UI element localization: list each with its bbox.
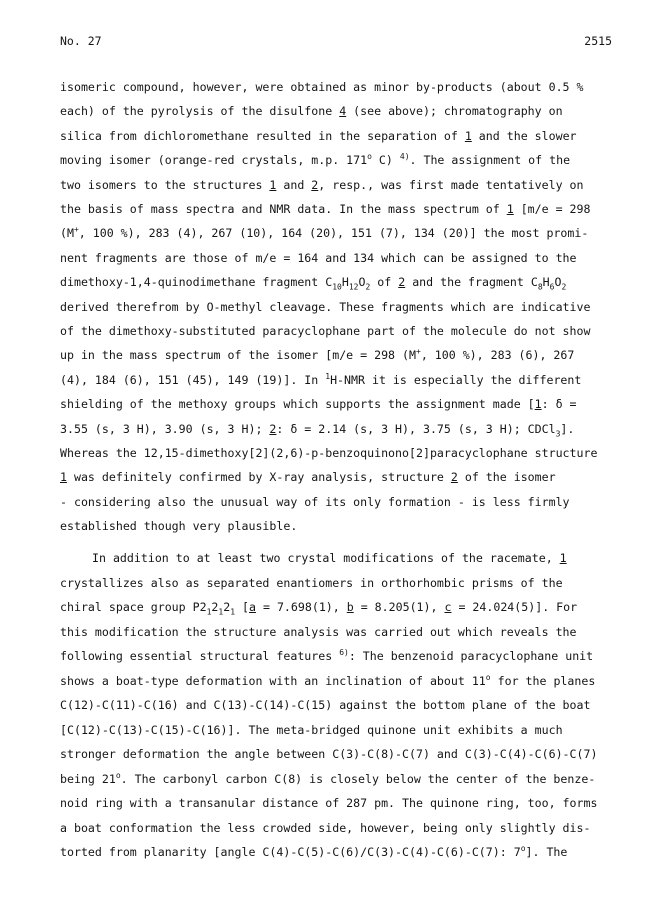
text-line: chiral space group $P2_12_12_1$ [a = 7.698(1), b = 8.205(1), c = 24.024(5)]. For [60,600,578,617]
text-line: each) of the pyrolysis of the disulfone 4 (see above); chromatography on [60,104,563,119]
text-line: 3.55 (s, 3 H), 3.90 (s, 3 H); 2: δ = 2.14 (s, 3 H), 3.75 (s, 3 H); CDCl$_3$]. [60,421,575,438]
text-line: C(12)-C(11)-C(16) and C(13)-C(14)-C(15) against the bottom plane of the boat [60,698,591,712]
text-line: following essential structural features $^{6)}$: The benzenoid paracyclophane unit [60,649,594,663]
text-line: [C(12)-C(13)-C(15)-C(16)]. The meta-bridged quinone unit exhibits a much [60,722,563,737]
text-line: shielding of the methoxy groups which supports the assignment made [1: δ = [60,397,577,412]
text-line: In addition to at least two crystal modifications of the racemate, 1 [92,551,567,565]
text-line: - considering also the unusual way of its only formation - is less firmly [60,494,570,509]
text-line: Whereas the 12,15-dimethoxy[2](2,6)-p-benzoquinono[2]paracyclophane structure [60,446,598,460]
text-line: 1 was definitely confirmed by X-ray analysis, structure 2 of the isomer [60,470,556,485]
text-line: established though very plausible. [60,519,298,534]
text-line: this modification the structure analysis was carried out which reveals the [60,624,577,639]
text-line: silica from dichloromethane resulted in the separation of 1 and the slower [60,128,577,143]
text-line: (M+, 100 %), 283 (4), 267 (10), 164 (20), 151 (7), 134 (20)] the most promi- [60,226,589,241]
text-line: nent fragments are those of m/e = 164 and 134 which can be assigned to the [60,250,577,265]
text-line: a boat conformation the less crowded side, however, being only slightly dis- [60,820,591,835]
text-line: (4), 184 (6), 151 (45), 149 (19)]. In $^1$H-NMR it is especially the different [60,372,582,387]
text-line: shows a boat-type deformation with an inclination of about 11$^o$ for the planes [60,673,596,688]
text-line: torted from planarity [angle C(4)-C(5)-C(6)/C(3)-C(4)-C(6)-C(7): 7$^o$]. The [60,845,568,859]
text-line: stronger deformation the angle between C(3)-C(8)-C(7) and C(3)-C(4)-C(6)-C(7) [60,747,598,761]
text-line: of the dimethoxy-substituted paracyclophane part of the molecule do not show [60,324,591,338]
text-line: crystallizes also as separated enantiomers in orthorhombic prisms of the [60,575,563,590]
text-line: two isomers to the structures 1 and 2, resp., was first made tentatively on [60,177,584,192]
text-line: the basis of mass spectra and NMR data. In the mass spectrum of 1 [m/e = 298 [60,202,591,216]
text-line: isomeric compound, however, were obtained as minor by-products (about 0.5 % [60,80,584,94]
text-line: noid ring with a transanular distance of 287 pm. The quinone ring, too, forms [60,796,598,810]
journal-number: No. 27 [60,34,102,48]
text-line: derived therefrom by O-methyl cleavage. These fragments which are indicative [60,299,591,314]
page-number: 2515 [584,34,612,48]
text-line: up in the mass spectrum of the isomer [m/e = 298 (M+, 100 %), 283 (6), 267 [60,348,575,363]
text-line: moving isomer (orange-red crystals, m.p. 171$^o$ C) $^{4)}$. The assignment of the [60,153,571,168]
text-line: dimethoxy-1,4-quinodimethane fragment $C_{10}H_{12}O_2$ of 2 and the fragment $C_8H_6O_2$ [60,275,567,292]
text-line: being 21$^o$. The carbonyl carbon C(8) is closely below the center of the benze- [60,771,596,786]
